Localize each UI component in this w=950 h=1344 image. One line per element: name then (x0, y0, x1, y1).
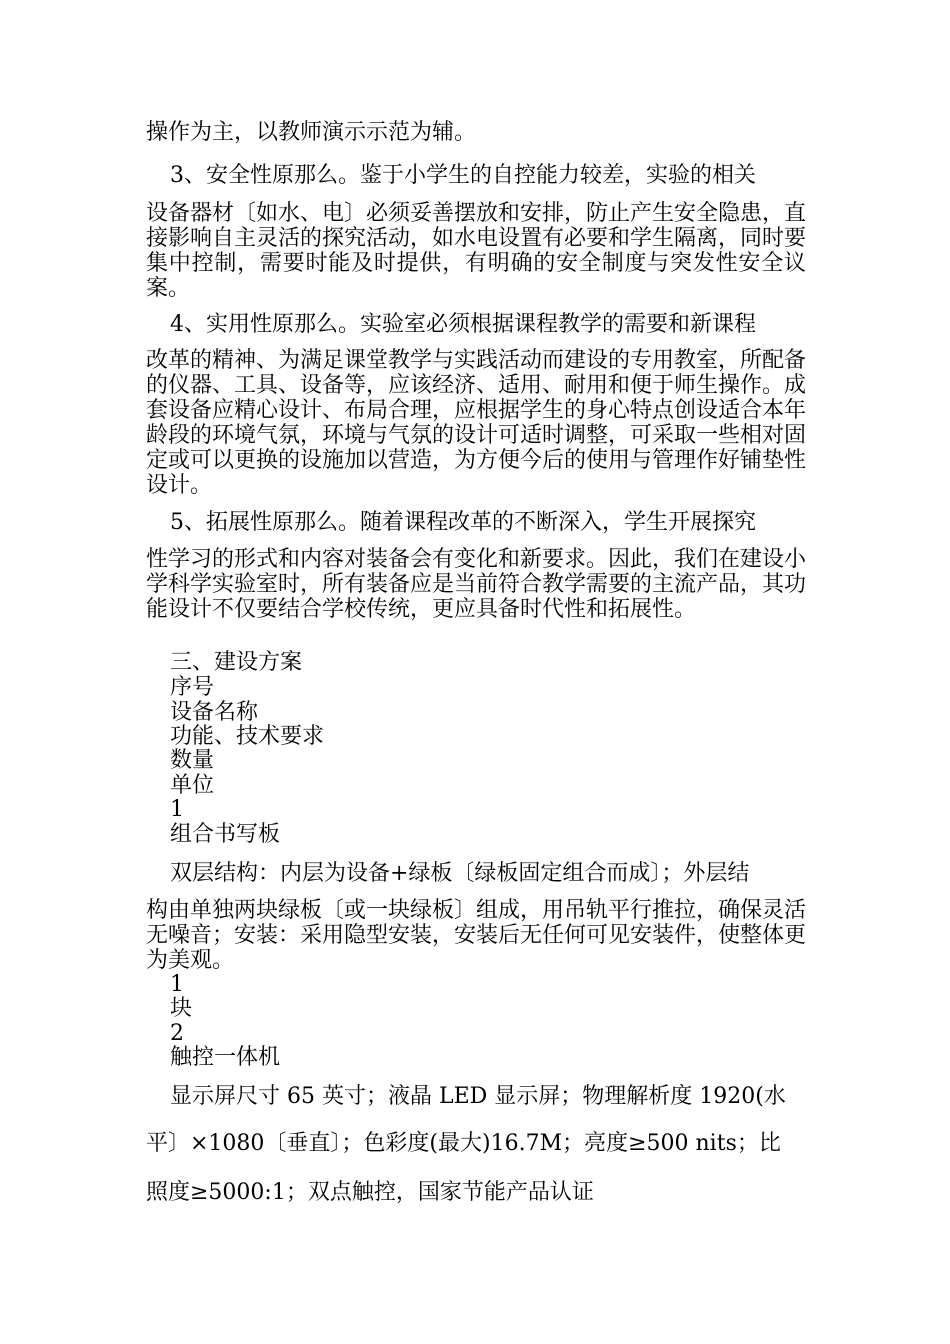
paragraph-lead-line: 双层结构：内层为设备+绿板〔绿板固定组合而成〕；外层结 (170, 861, 750, 886)
paragraph-practical-body: 改革的精神、为满足课堂教学与实践活动而建设的专用教室，所配备的仪器、工具、设备等，应该经济、适用、耐用和便于师生操作。成套设备应精心设计、布局合理，应根据学生的身心特点创设适合本年龄段的环境气氛，环境与气氛的设计可适时调整，可采取一些相对固定或可以更换的设施加以营造，为方便今后的使用与管理作好铺垫性设计。 (146, 348, 807, 498)
paragraph-lead-line: 5、拓展性原那么。随着课程改革的不断深入，学生开展探究 (170, 510, 756, 535)
table-header-serial: 序号 (170, 675, 215, 700)
paragraph-lead-line: 4、实用性原那么。实验室必须根据课程教学的需要和新课程 (170, 312, 756, 337)
table-cell-quantity: 1 (170, 972, 184, 997)
table-cell-equipment: 触控一体机 (170, 1045, 281, 1070)
table-cell-requirements-line: 照度≥5000:1；双点触控，国家节能产品认证 (146, 1180, 594, 1205)
table-cell-unit: 块 (170, 996, 193, 1021)
paragraph-lead-line: 3、安全性原那么。鉴于小学生的自控能力较差，实验的相关 (170, 163, 756, 188)
paragraph-practical-principle (146, 312, 806, 337)
paragraph-safety-principle (146, 163, 806, 188)
table-cell-requirements-line: 显示屏尺寸 65 英寸；液晶 LED 显示屏；物理解析度 1920(水 (170, 1084, 786, 1109)
table-cell-equipment: 组合书写板 (170, 822, 281, 847)
section-heading: 三、建设方案 (170, 650, 303, 675)
table-cell-requirements-line: 平〕×1080〔垂直〕；色彩度(最大)16.7M；亮度≥500 nits；比 (146, 1131, 781, 1156)
paragraph-extension-principle (146, 510, 806, 535)
paragraph-teaching-method: 操作为主，以教师演示示范为辅。 (146, 120, 477, 145)
table-header-unit: 单位 (170, 773, 215, 798)
table-cell-requirements-body: 构由单独两块绿板〔或一块绿板〕组成，用吊轨平行推拉，确保灵活无噪音；安装：采用隐型安装，安装后无任何可见安装件，使整体更为美观。 (146, 898, 807, 973)
table-cell-serial: 1 (170, 797, 184, 822)
table-header-requirements: 功能、技术要求 (170, 724, 325, 749)
paragraph-safety-body: 设备器材〔如水、电〕必须妥善摆放和安排，防止产生安全隐患，直接影响自主灵活的探究活动，如水电设置有必要和学生隔离，同时要集中控制，需要时能及时提供，有明确的安全制度与突发性安全议案。 (146, 201, 807, 301)
table-header-equipment: 设备名称 (170, 700, 259, 725)
table-cell-serial: 2 (170, 1021, 184, 1046)
paragraph-extension-body: 性学习的形式和内容对装备会有变化和新要求。因此，我们在建设小学科学实验室时，所有装备应是当前符合教学需要的主流产品，其功能设计不仅要结合学校传统，更应具备时代性和拓展性。 (146, 547, 807, 622)
table-cell-requirements (146, 861, 806, 886)
table-header-quantity: 数量 (170, 748, 215, 773)
